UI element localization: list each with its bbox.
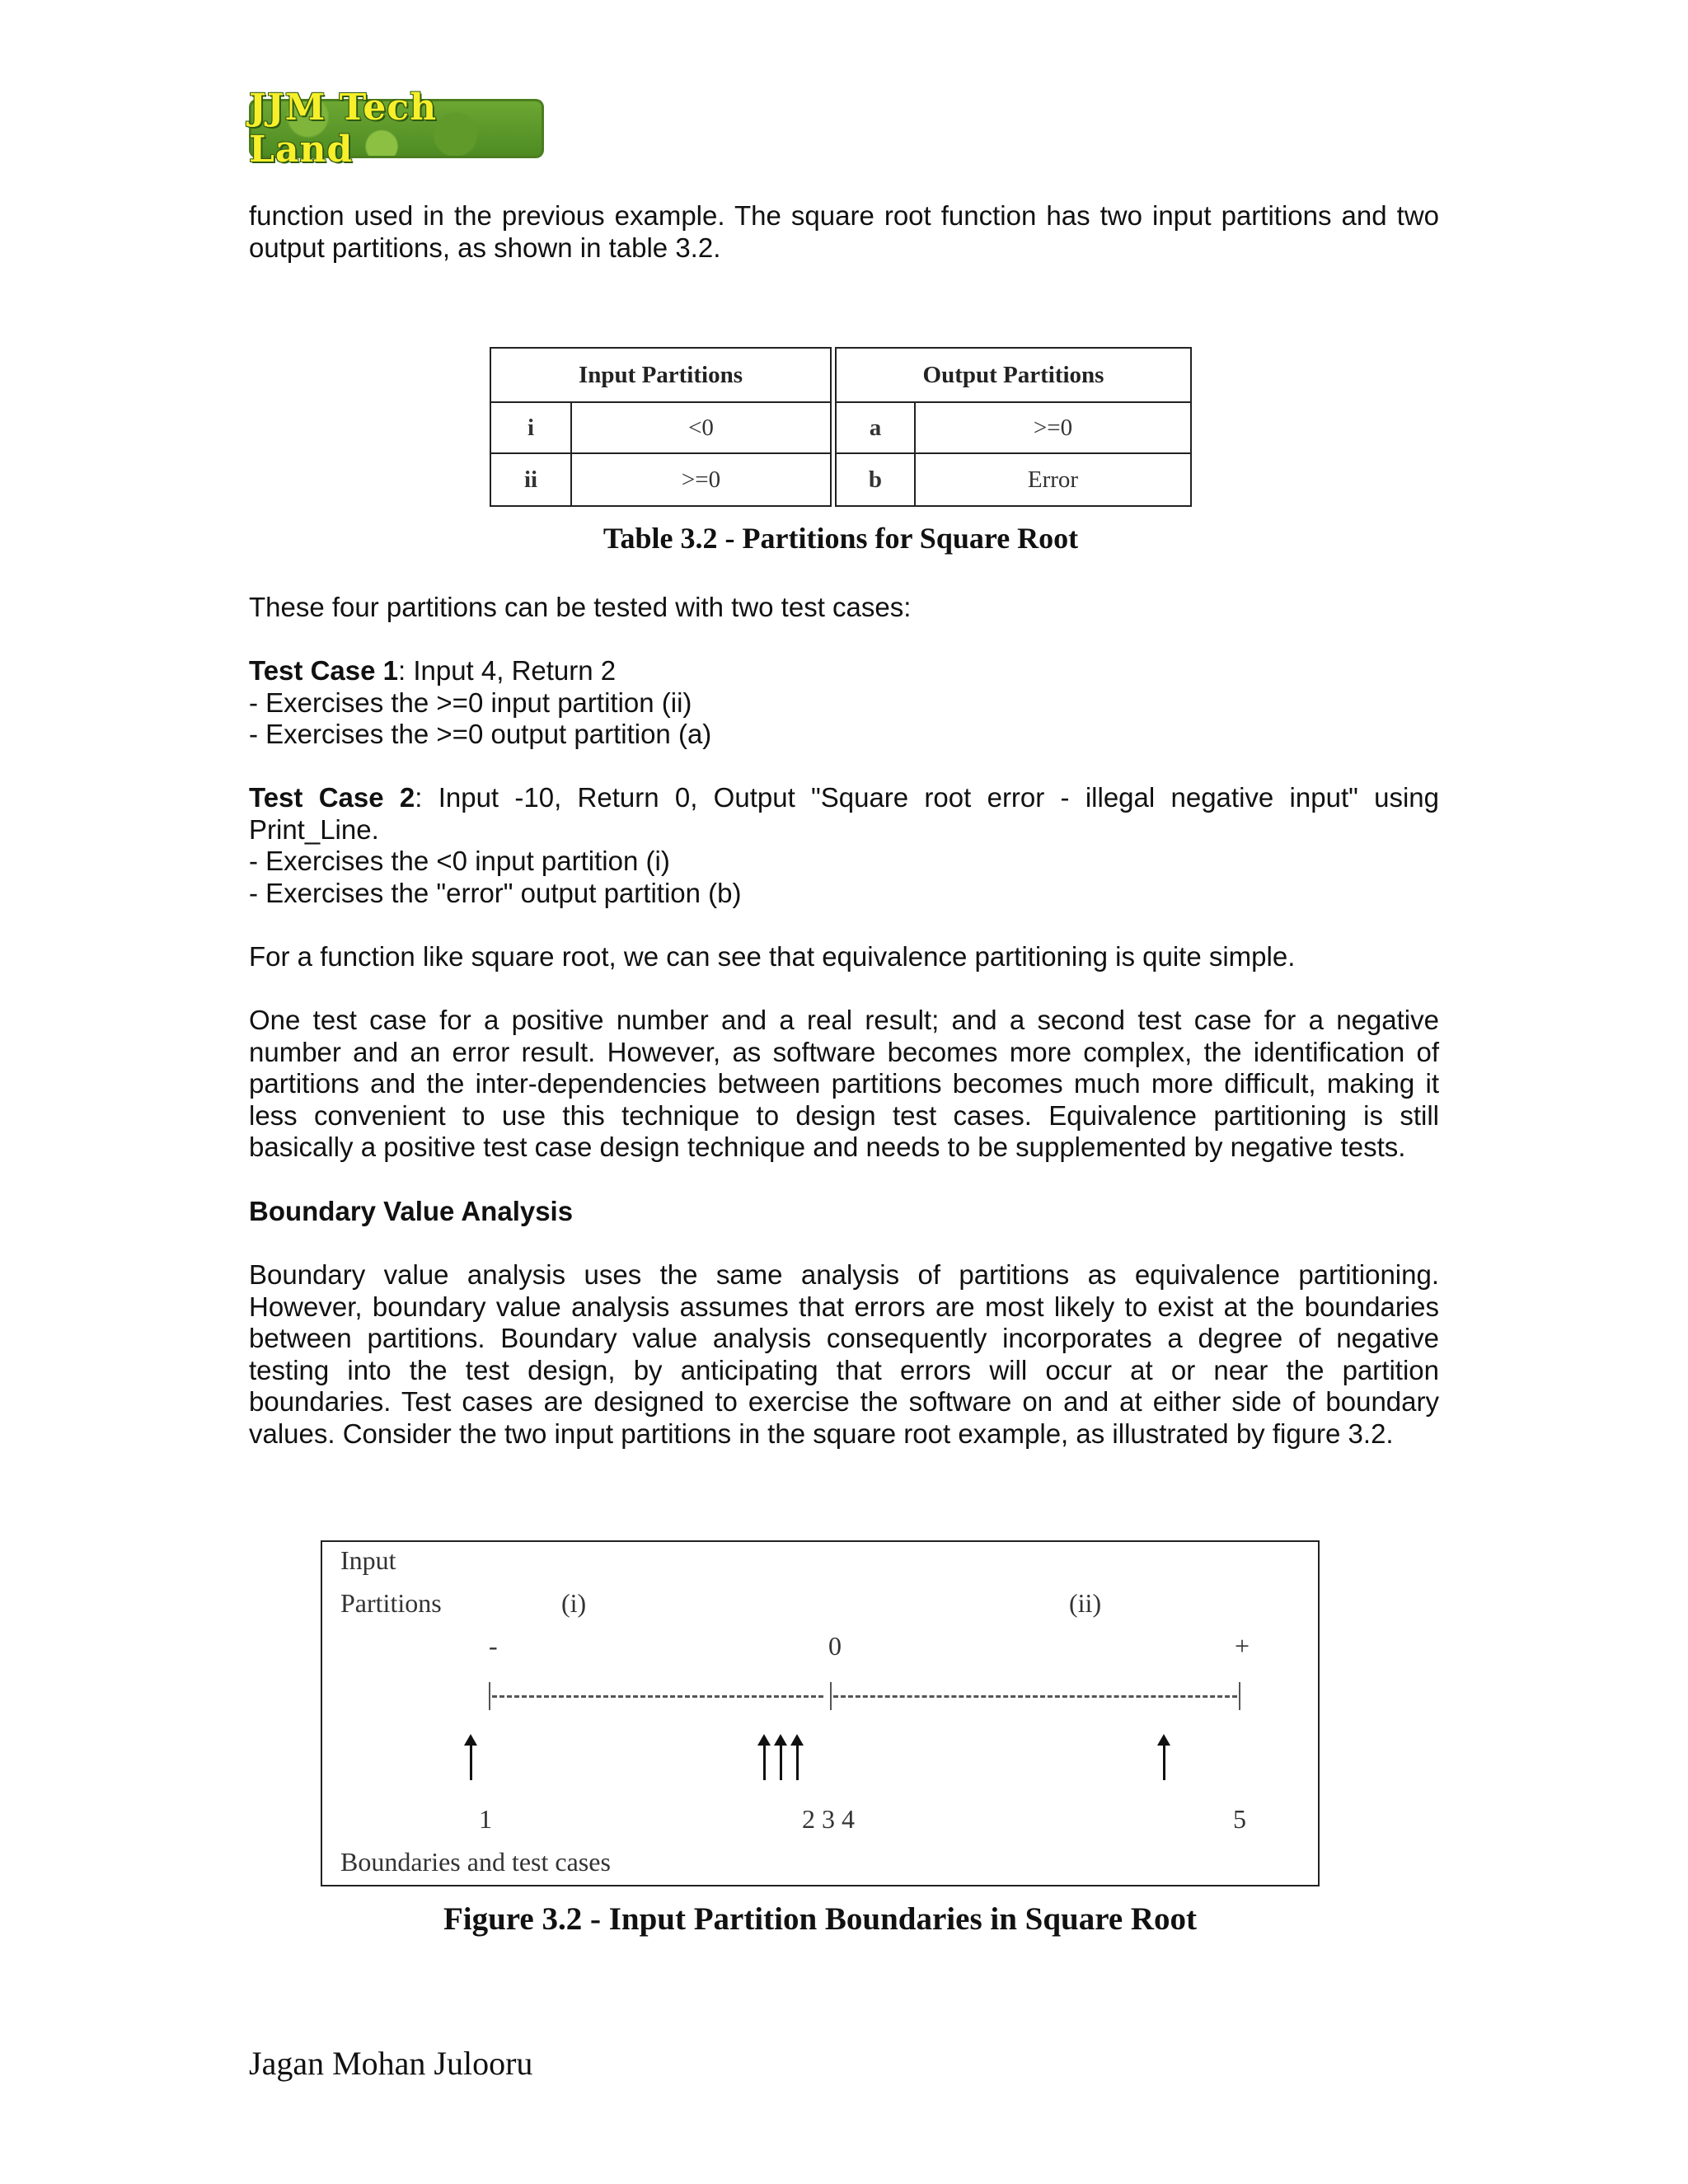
output-partitions-header: Output Partitions xyxy=(835,347,1192,403)
test-case-numbers: 2 3 4 xyxy=(802,1804,855,1834)
up-arrow-icon xyxy=(1157,1734,1170,1780)
logo-text: JJM Tech Land xyxy=(249,87,438,171)
input-id-cell: i xyxy=(490,401,572,454)
test-case-number: 5 xyxy=(1233,1804,1246,1834)
up-arrow-icon xyxy=(757,1734,771,1780)
number-line-tick xyxy=(489,1682,490,1710)
partitions-table xyxy=(490,347,1192,507)
table-caption: Table 3.2 - Partitions for Square Root xyxy=(603,522,1079,555)
zero-label: 0 xyxy=(828,1631,842,1661)
output-value-cell: >=0 xyxy=(914,401,1192,454)
output-id-cell: a xyxy=(835,401,916,454)
up-arrow-icon xyxy=(464,1734,477,1780)
test-case-1-label: Test Case 1 xyxy=(249,655,398,686)
paragraph: For a function like square root, we can see that equivalence partitioning is quite simple. xyxy=(249,941,1296,972)
number-line-positive xyxy=(833,1695,1237,1698)
up-arrow-icon xyxy=(790,1734,804,1780)
paragraph: Boundary value analysis uses the same analysis of partitions as equivalence partitioning. However, boundary value analysis assumes that errors are most likely to exist at the boundaries between partitions. Boundary value analysis consequently incorporates a degree of negative testing into the test design, by anticipating that errors will occur at or near the partition boundaries. Test cases are designed to exercise the software on and at either side of boundary values. Consider the two input partitions in the square root example, as illustrated by figure 3.2. xyxy=(249,1259,1439,1449)
test-case-number: 1 xyxy=(479,1804,492,1834)
figure-caption: Figure 3.2 - Input Partition Boundaries in Square Root xyxy=(443,1901,1198,1937)
number-line-negative xyxy=(492,1695,823,1698)
test-case-1: Test Case 1: Input 4, Return 2 - Exercises the >=0 input partition (ii) - Exercises the >=0 output partition (a) xyxy=(249,655,712,750)
boundaries-figure xyxy=(321,1540,1320,1886)
partition-ii-label: (ii) xyxy=(1069,1588,1102,1618)
input-label: Input xyxy=(340,1545,396,1575)
test-case-2: Test Case 2: Input -10, Return 0, Output "Square root error - illegal negative input" using Print_Line. - Exercises the <0 input partition (i) - Exercises the "error" output partition (b) xyxy=(249,782,1439,908)
footer-author: Jagan Mohan Julooru xyxy=(249,2045,533,2082)
plus-label: + xyxy=(1235,1631,1250,1661)
paragraph: One test case for a positive number and a real result; and a second test case for a negative number and an error result. However, as software becomes more complex, the identification of partitions and the inter-dependencies between partitions becomes much more difficult, making it less convenient to use this technique to design test cases. Equivalence partitioning is still basically a positive test case design technique and needs to be supplemented by negative tests. xyxy=(249,1005,1439,1163)
up-arrow-icon xyxy=(774,1734,787,1780)
input-value-cell: <0 xyxy=(570,401,832,454)
section-heading: Boundary Value Analysis xyxy=(249,1196,574,1226)
input-value-cell: >=0 xyxy=(570,452,832,507)
partitions-label: Partitions xyxy=(340,1588,442,1618)
boundaries-label: Boundaries and test cases xyxy=(340,1847,611,1877)
intro-paragraph: function used in the previous example. The square root function has two input partitions and two output partitions, as shown in table 3.2. xyxy=(249,200,1439,263)
logo xyxy=(249,87,544,171)
input-partitions-header: Input Partitions xyxy=(490,347,832,403)
number-line-tick xyxy=(830,1682,832,1710)
paragraph: These four partitions can be tested with two test cases: xyxy=(249,592,912,622)
input-id-cell: ii xyxy=(490,452,572,507)
output-value-cell: Error xyxy=(914,452,1192,507)
minus-label: - xyxy=(489,1631,498,1661)
output-id-cell: b xyxy=(835,452,916,507)
partition-i-label: (i) xyxy=(561,1588,587,1618)
test-case-2-label: Test Case 2 xyxy=(249,782,415,813)
number-line-tick xyxy=(1239,1682,1240,1710)
